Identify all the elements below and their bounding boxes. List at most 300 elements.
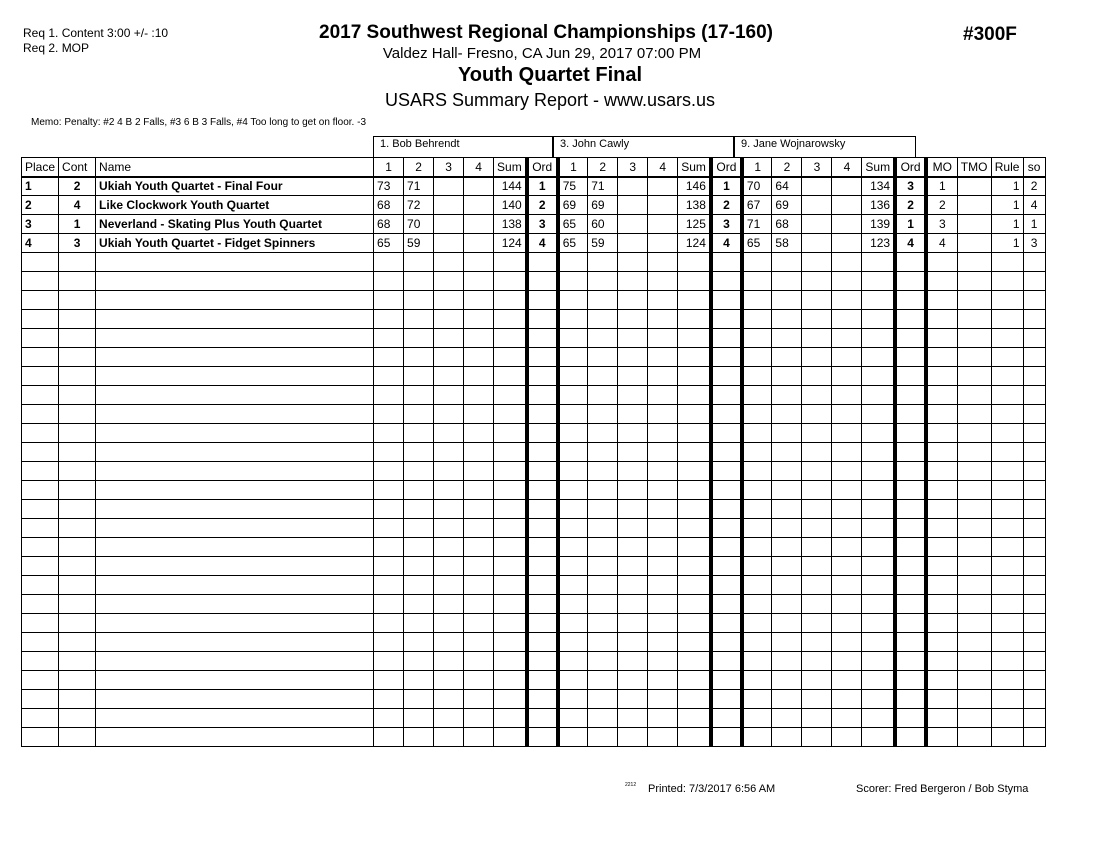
mo-cell (926, 272, 957, 291)
name-cell (96, 329, 374, 348)
judge1-score4-cell (464, 652, 494, 671)
judge2-score1-cell: 65 (558, 234, 588, 253)
so-cell (1023, 557, 1045, 576)
empty-row (22, 500, 1046, 519)
so-cell (1023, 576, 1045, 595)
judge2-score1-cell (558, 386, 588, 405)
judge3-score3-cell (802, 272, 832, 291)
judge1-ord-cell (527, 709, 558, 728)
judge3-score1-cell (742, 538, 772, 557)
judge3-score1-cell (742, 272, 772, 291)
cont-cell (59, 310, 96, 329)
judge2-score2-cell (588, 671, 618, 690)
rule-cell (991, 253, 1023, 272)
judge3-ord-cell (895, 291, 926, 310)
cont-cell (59, 652, 96, 671)
cont-cell (59, 443, 96, 462)
judge3-score2-cell (772, 614, 802, 633)
judge2-score4-cell (648, 424, 678, 443)
judge2-ord-cell (711, 272, 742, 291)
judge1-score3-cell (434, 386, 464, 405)
judge3-score3-cell (802, 291, 832, 310)
place-cell (22, 367, 59, 386)
rule-cell (991, 329, 1023, 348)
judge2-sum-cell (678, 310, 711, 329)
judge2-sum-cell (678, 462, 711, 481)
judge1-score3-cell (434, 633, 464, 652)
so-cell (1023, 367, 1045, 386)
judge1-sum-cell (494, 424, 527, 443)
col-mo: MO (926, 158, 957, 177)
cont-cell (59, 329, 96, 348)
name-cell (96, 462, 374, 481)
so-cell (1023, 348, 1045, 367)
rule-cell: 1 (991, 215, 1023, 234)
rule-cell (991, 557, 1023, 576)
judge2-score3-cell (618, 272, 648, 291)
judge2-score1-cell (558, 310, 588, 329)
judge3-score1-cell (742, 253, 772, 272)
judge1-sum-cell (494, 500, 527, 519)
so-cell (1023, 728, 1045, 747)
mo-cell (926, 576, 957, 595)
judge1-score3-cell (434, 310, 464, 329)
judge2-sum-cell (678, 253, 711, 272)
judge1-score1-cell (374, 405, 404, 424)
judge3-ord-cell (895, 405, 926, 424)
place-cell (22, 671, 59, 690)
judge3-ord-cell (895, 652, 926, 671)
judge1-score3-cell (434, 576, 464, 595)
name-cell (96, 690, 374, 709)
col-judge1-score3: 3 (434, 158, 464, 177)
col-judge2-score2: 2 (588, 158, 618, 177)
judge1-score2-cell: 71 (404, 177, 434, 196)
judge1-score1-cell (374, 500, 404, 519)
judge1-score3-cell (434, 215, 464, 234)
cont-cell: 2 (59, 177, 96, 196)
tmo-cell (957, 557, 991, 576)
judge3-score2-cell (772, 462, 802, 481)
judge1-score1-cell (374, 386, 404, 405)
judge1-score1-cell (374, 329, 404, 348)
judge2-score1-cell (558, 405, 588, 424)
so-cell (1023, 671, 1045, 690)
judge3-score3-cell (802, 728, 832, 747)
judge3-score2-cell (772, 272, 802, 291)
judge1-score4-cell (464, 329, 494, 348)
judge1-sum-cell (494, 481, 527, 500)
tmo-cell (957, 538, 991, 557)
judge1-ord-cell (527, 272, 558, 291)
judge3-score4-cell (832, 728, 862, 747)
judge1-score1-cell (374, 576, 404, 595)
judge3-score3-cell (802, 519, 832, 538)
rule-cell (991, 424, 1023, 443)
judge2-ord-cell (711, 652, 742, 671)
judge1-score4-cell (464, 272, 494, 291)
col-rule: Rule (991, 158, 1023, 177)
judge1-ord-cell (527, 443, 558, 462)
judge1-score1-cell (374, 424, 404, 443)
place-cell (22, 462, 59, 481)
judge1-score1-cell (374, 557, 404, 576)
judge1-score2-cell (404, 709, 434, 728)
scorer-names: Scorer: Fred Bergeron / Bob Styma (856, 783, 1029, 795)
judge1-score4-cell (464, 557, 494, 576)
rule-cell (991, 519, 1023, 538)
tmo-cell (957, 462, 991, 481)
mo-cell (926, 367, 957, 386)
judge3-ord-cell (895, 538, 926, 557)
mo-cell (926, 652, 957, 671)
judge3-score1-cell (742, 310, 772, 329)
judge1-score1-cell (374, 272, 404, 291)
judge1-ord-cell (527, 310, 558, 329)
cont-cell (59, 614, 96, 633)
judge1-score2-cell (404, 500, 434, 519)
judge2-sum-cell (678, 671, 711, 690)
table-row (22, 234, 1046, 253)
judge3-ord-cell (895, 633, 926, 652)
judge2-sum-cell (678, 367, 711, 386)
col-judge3-score3: 3 (802, 158, 832, 177)
judge3-score2-cell: 64 (772, 177, 802, 196)
cont-cell (59, 519, 96, 538)
col-judge2-sum: Sum (678, 158, 711, 177)
judge2-ord-cell (711, 595, 742, 614)
judge2-sum-cell (678, 405, 711, 424)
judge3-score3-cell (802, 405, 832, 424)
place-cell (22, 690, 59, 709)
judge2-score1-cell (558, 728, 588, 747)
col-judge3-score2: 2 (772, 158, 802, 177)
judge2-score1-cell (558, 348, 588, 367)
judge3-sum-cell (862, 253, 895, 272)
judge3-score3-cell (802, 329, 832, 348)
judge2-score1-cell (558, 500, 588, 519)
mo-cell (926, 690, 957, 709)
judge2-ord-cell (711, 253, 742, 272)
judge3-score2-cell (772, 424, 802, 443)
judge2-score1-cell (558, 424, 588, 443)
judge2-score3-cell (618, 462, 648, 481)
judge3-score3-cell (802, 690, 832, 709)
judge1-score3-cell (434, 443, 464, 462)
empty-row (22, 367, 1046, 386)
judge2-score4-cell (648, 576, 678, 595)
judge1-score4-cell (464, 576, 494, 595)
name-cell (96, 405, 374, 424)
judge1-ord-cell (527, 291, 558, 310)
place-cell (22, 443, 59, 462)
so-cell (1023, 329, 1045, 348)
judge1-sum-cell (494, 405, 527, 424)
judge1-score4-cell (464, 291, 494, 310)
judge3-score3-cell (802, 234, 832, 253)
judge1-sum-cell (494, 652, 527, 671)
place-cell (22, 557, 59, 576)
so-cell (1023, 538, 1045, 557)
tmo-cell (957, 367, 991, 386)
judge2-ord-cell (711, 519, 742, 538)
judge3-sum-cell (862, 424, 895, 443)
judge1-score1-cell (374, 728, 404, 747)
judge1-sum-cell (494, 253, 527, 272)
so-cell (1023, 272, 1045, 291)
empty-row (22, 462, 1046, 481)
judge3-ord-cell (895, 728, 926, 747)
judge2-score2-cell: 71 (588, 177, 618, 196)
tmo-cell (957, 690, 991, 709)
tmo-cell (957, 196, 991, 215)
judge1-score3-cell (434, 690, 464, 709)
judge1-score2-cell (404, 595, 434, 614)
judge1-score2-cell (404, 291, 434, 310)
empty-row (22, 728, 1046, 747)
judge1-ord-cell (527, 519, 558, 538)
judge2-score4-cell (648, 272, 678, 291)
judge3-score3-cell (802, 500, 832, 519)
judge2-ord-cell: 2 (711, 196, 742, 215)
judge2-score3-cell (618, 215, 648, 234)
judge2-sum-cell (678, 709, 711, 728)
judge1-score2-cell: 72 (404, 196, 434, 215)
judge3-sum-cell (862, 614, 895, 633)
judge3-score4-cell (832, 215, 862, 234)
judge2-score3-cell (618, 652, 648, 671)
tmo-cell (957, 291, 991, 310)
judge1-sum-cell (494, 671, 527, 690)
judge2-score4-cell (648, 177, 678, 196)
competition-title: 2017 Southwest Regional Championships (17-160) (319, 22, 773, 43)
judge3-score2-cell (772, 557, 802, 576)
results-table (21, 157, 1046, 747)
so-cell: 4 (1023, 196, 1045, 215)
name-cell (96, 595, 374, 614)
so-cell: 2 (1023, 177, 1045, 196)
judge2-sum-cell (678, 443, 711, 462)
judge1-score3-cell (434, 462, 464, 481)
judge2-score3-cell (618, 329, 648, 348)
judge2-score4-cell (648, 462, 678, 481)
judge2-score2-cell (588, 538, 618, 557)
judge3-score3-cell (802, 595, 832, 614)
mo-cell (926, 253, 957, 272)
place-cell (22, 386, 59, 405)
judge1-sum-cell: 144 (494, 177, 527, 196)
so-cell (1023, 690, 1045, 709)
judge3-ord-cell: 1 (895, 215, 926, 234)
judge3-score2-cell (772, 405, 802, 424)
judge1-score3-cell (434, 329, 464, 348)
judge2-score4-cell (648, 215, 678, 234)
judge3-score3-cell (802, 614, 832, 633)
judge3-ord-cell (895, 424, 926, 443)
empty-row (22, 386, 1046, 405)
tmo-cell (957, 614, 991, 633)
judge3-ord-cell: 4 (895, 234, 926, 253)
cont-cell (59, 633, 96, 652)
judge3-ord-cell (895, 443, 926, 462)
so-cell (1023, 253, 1045, 272)
judge3-score2-cell (772, 519, 802, 538)
judge1-score2-cell (404, 386, 434, 405)
judge2-sum-cell (678, 519, 711, 538)
mo-cell (926, 443, 957, 462)
judge3-sum-cell (862, 519, 895, 538)
empty-row (22, 481, 1046, 500)
judge1-score1-cell (374, 709, 404, 728)
judge1-score2-cell (404, 348, 434, 367)
judge3-ord-cell (895, 348, 926, 367)
place-cell (22, 329, 59, 348)
judge2-score4-cell (648, 329, 678, 348)
place-cell (22, 595, 59, 614)
judge2-score4-cell (648, 310, 678, 329)
cont-cell (59, 709, 96, 728)
rule-cell (991, 728, 1023, 747)
judge3-ord-cell: 2 (895, 196, 926, 215)
judge1-score4-cell (464, 633, 494, 652)
judge3-score1-cell: 65 (742, 234, 772, 253)
judge3-sum-cell (862, 405, 895, 424)
mo-cell (926, 633, 957, 652)
judge2-score3-cell (618, 253, 648, 272)
empty-row (22, 329, 1046, 348)
so-cell (1023, 614, 1045, 633)
judge3-score3-cell (802, 481, 832, 500)
judge2-score4-cell (648, 652, 678, 671)
judge1-score1-cell (374, 519, 404, 538)
judge1-ord-cell (527, 557, 558, 576)
tmo-cell (957, 348, 991, 367)
judge1-ord-cell (527, 329, 558, 348)
judge3-ord-cell (895, 557, 926, 576)
judge3-score2-cell (772, 291, 802, 310)
judge2-score4-cell (648, 500, 678, 519)
judge2-ord-cell (711, 310, 742, 329)
rule-cell (991, 576, 1023, 595)
judge2-score3-cell (618, 310, 648, 329)
judge3-score3-cell (802, 462, 832, 481)
judge3-score4-cell (832, 576, 862, 595)
judge2-score1-cell (558, 481, 588, 500)
col-judge2-score3: 3 (618, 158, 648, 177)
judge3-ord-cell (895, 709, 926, 728)
judge3-score3-cell (802, 177, 832, 196)
judge2-ord-cell (711, 690, 742, 709)
judge2-sum-cell (678, 595, 711, 614)
col-cont: Cont (59, 158, 96, 177)
cont-cell (59, 291, 96, 310)
judge2-ord-cell (711, 614, 742, 633)
empty-row (22, 405, 1046, 424)
tmo-cell (957, 405, 991, 424)
judge2-score1-cell (558, 291, 588, 310)
judge2-score1-cell (558, 367, 588, 386)
mo-cell (926, 329, 957, 348)
judge2-sum-cell (678, 386, 711, 405)
judge1-score2-cell (404, 462, 434, 481)
judge3-score2-cell (772, 443, 802, 462)
judge2-score3-cell (618, 234, 648, 253)
judge2-ord-cell: 3 (711, 215, 742, 234)
mo-cell (926, 348, 957, 367)
judge3-score1-cell (742, 462, 772, 481)
judge-1-header: 1. Bob Behrendt (373, 136, 553, 157)
mo-cell: 1 (926, 177, 957, 196)
judge3-score2-cell (772, 576, 802, 595)
name-cell (96, 519, 374, 538)
judge2-score2-cell (588, 557, 618, 576)
judge2-score1-cell (558, 519, 588, 538)
judge2-score2-cell (588, 652, 618, 671)
judge1-score2-cell (404, 367, 434, 386)
col-judge3-score4: 4 (832, 158, 862, 177)
so-cell (1023, 652, 1045, 671)
judge3-score1-cell (742, 690, 772, 709)
judge2-sum-cell (678, 557, 711, 576)
judge2-ord-cell (711, 329, 742, 348)
judge1-score1-cell (374, 671, 404, 690)
name-cell (96, 709, 374, 728)
judge1-score4-cell (464, 690, 494, 709)
judge2-score2-cell (588, 614, 618, 633)
judge3-score2-cell: 69 (772, 196, 802, 215)
judge3-score4-cell (832, 481, 862, 500)
judge3-ord-cell (895, 595, 926, 614)
judge1-score3-cell (434, 614, 464, 633)
requirement-2: Req 2. MOP (23, 41, 90, 55)
judge3-score4-cell (832, 272, 862, 291)
judge2-score4-cell (648, 196, 678, 215)
judge1-score1-cell (374, 614, 404, 633)
judge2-sum-cell: 124 (678, 234, 711, 253)
judge1-sum-cell: 124 (494, 234, 527, 253)
name-cell (96, 424, 374, 443)
judge3-sum-cell (862, 633, 895, 652)
judge1-score2-cell (404, 519, 434, 538)
judge1-score2-cell: 59 (404, 234, 434, 253)
judge2-score1-cell (558, 652, 588, 671)
judge2-score2-cell (588, 576, 618, 595)
name-cell (96, 443, 374, 462)
judge2-score2-cell (588, 329, 618, 348)
judge2-score1-cell: 69 (558, 196, 588, 215)
judge2-score1-cell (558, 614, 588, 633)
place-cell (22, 519, 59, 538)
tmo-cell (957, 519, 991, 538)
judge1-score1-cell (374, 462, 404, 481)
mo-cell (926, 405, 957, 424)
mo-cell (926, 500, 957, 519)
empty-row (22, 671, 1046, 690)
table-row (22, 215, 1046, 234)
judge1-sum-cell (494, 310, 527, 329)
place-cell (22, 538, 59, 557)
rule-cell: 1 (991, 177, 1023, 196)
judge3-score1-cell (742, 443, 772, 462)
judge2-sum-cell (678, 348, 711, 367)
so-cell (1023, 595, 1045, 614)
judge2-score4-cell (648, 595, 678, 614)
judge3-score3-cell (802, 671, 832, 690)
rule-cell (991, 500, 1023, 519)
judge3-score2-cell: 58 (772, 234, 802, 253)
judge1-score3-cell (434, 595, 464, 614)
judge1-score3-cell (434, 424, 464, 443)
